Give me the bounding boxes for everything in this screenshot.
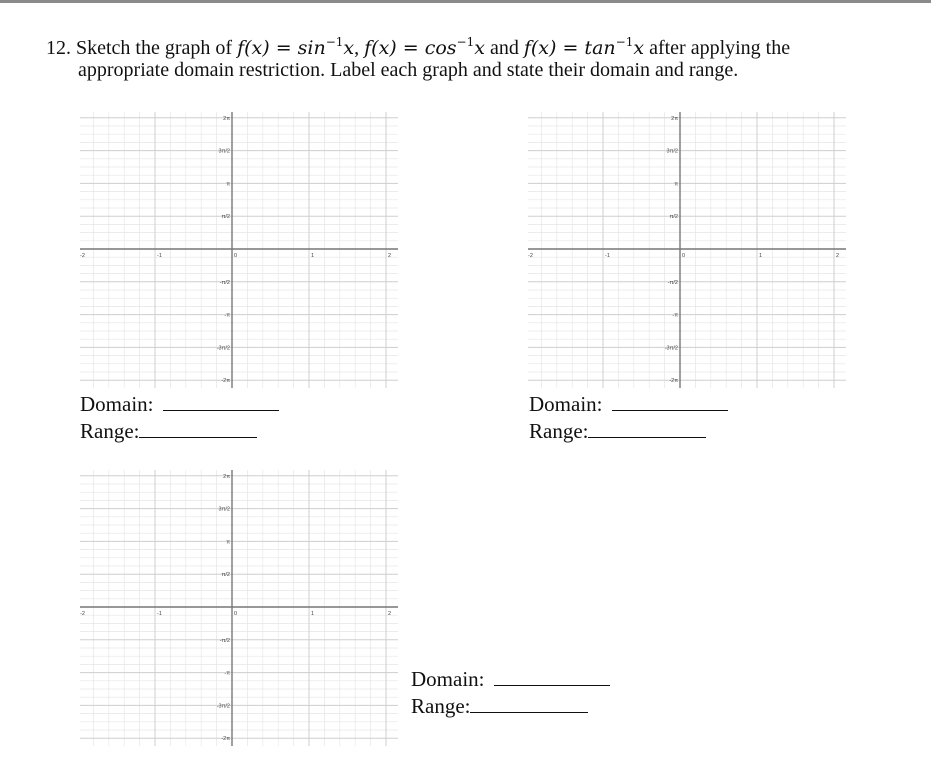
x-tick-label: 2 [836,253,840,259]
y-tick-label: -2π [221,378,230,385]
y-tick-label: -π/2 [667,279,678,286]
answer-fields-3 [411,667,610,719]
y-tick-label: 3π/2 [218,148,230,155]
range-blank[interactable] [139,419,257,438]
x-tick-label: 0 [234,253,238,259]
y-tick-label: -π [672,312,678,319]
y-tick-label: 3π/2 [218,506,230,513]
blank-graph-grid-3 [80,468,398,746]
x-tick-label: 1 [311,253,315,259]
domain-blank[interactable] [612,392,728,411]
y-tick-label: 2π [223,473,230,480]
y-tick-label: π/2 [669,214,678,221]
answer-fields-2 [529,392,728,444]
y-tick-label: -2π [669,378,678,385]
domain-label: Domain: [411,667,485,691]
y-tick-label: -π/2 [219,637,230,644]
x-tick-label: -1 [157,611,162,617]
range-blank[interactable] [588,419,706,438]
blank-graph-grid-1 [80,110,398,388]
function-arctan: $f(x) = \tan^{-1}x$ [523,35,645,59]
range-label: Range: [529,419,589,443]
domain-label: Domain: [80,392,154,416]
answer-fields-1 [80,392,279,444]
x-tick-label: -1 [605,253,610,259]
x-tick-label: -2 [528,253,533,259]
separator-comma: , [354,37,360,59]
function-arccos: $f(x) = \cos^{-1}x$ [364,35,485,59]
x-tick-label: -1 [157,253,162,259]
range-line-1 [80,419,279,444]
y-tick-label: -π [224,312,230,319]
y-tick-label: -3π/2 [216,703,230,710]
page-top-border [0,0,931,3]
x-tick-label: -2 [80,611,85,617]
y-tick-label: -π/2 [219,279,230,286]
x-tick-label: 1 [759,253,763,259]
x-tick-label: 2 [388,253,392,259]
y-tick-label: 3π/2 [666,148,678,155]
domain-line-2 [529,392,728,417]
function-arcsin: $f(x) = \sin^{-1}x$ [237,35,355,59]
separator-and: and [489,37,519,59]
range-line-3 [411,694,610,719]
blank-graph-grid-2 [528,110,846,388]
x-tick-label: -2 [80,253,85,259]
y-tick-label: π [674,181,678,188]
y-tick-label: -3π/2 [664,345,678,352]
range-label: Range: [411,694,471,718]
y-tick-label: -π [224,670,230,677]
question-line-2: appropriate domain restriction. Label each graph and state their domain and range. [78,59,739,81]
y-tick-label: -2π [221,736,230,743]
y-tick-label: -3π/2 [216,345,230,352]
question-text-before: Sketch the graph of [76,37,233,59]
x-tick-label: 0 [234,611,238,617]
domain-blank[interactable] [163,392,279,411]
domain-label: Domain: [529,392,603,416]
y-tick-label: 2π [671,115,678,122]
y-tick-label: π [226,181,230,188]
question-number: 12. [46,37,71,59]
domain-line-1 [80,392,279,417]
domain-blank[interactable] [494,667,610,686]
x-tick-label: 0 [682,253,686,259]
domain-line-3 [411,667,610,692]
x-tick-label: 1 [311,611,315,617]
range-line-2 [529,419,728,444]
y-tick-label: 2π [223,115,230,122]
range-blank[interactable] [470,694,588,713]
y-tick-label: π/2 [221,214,230,221]
question-text-after: after applying the [649,37,791,59]
y-tick-label: π [226,539,230,546]
range-label: Range: [80,419,140,443]
x-tick-label: 2 [388,611,392,617]
y-tick-label: π/2 [221,572,230,579]
